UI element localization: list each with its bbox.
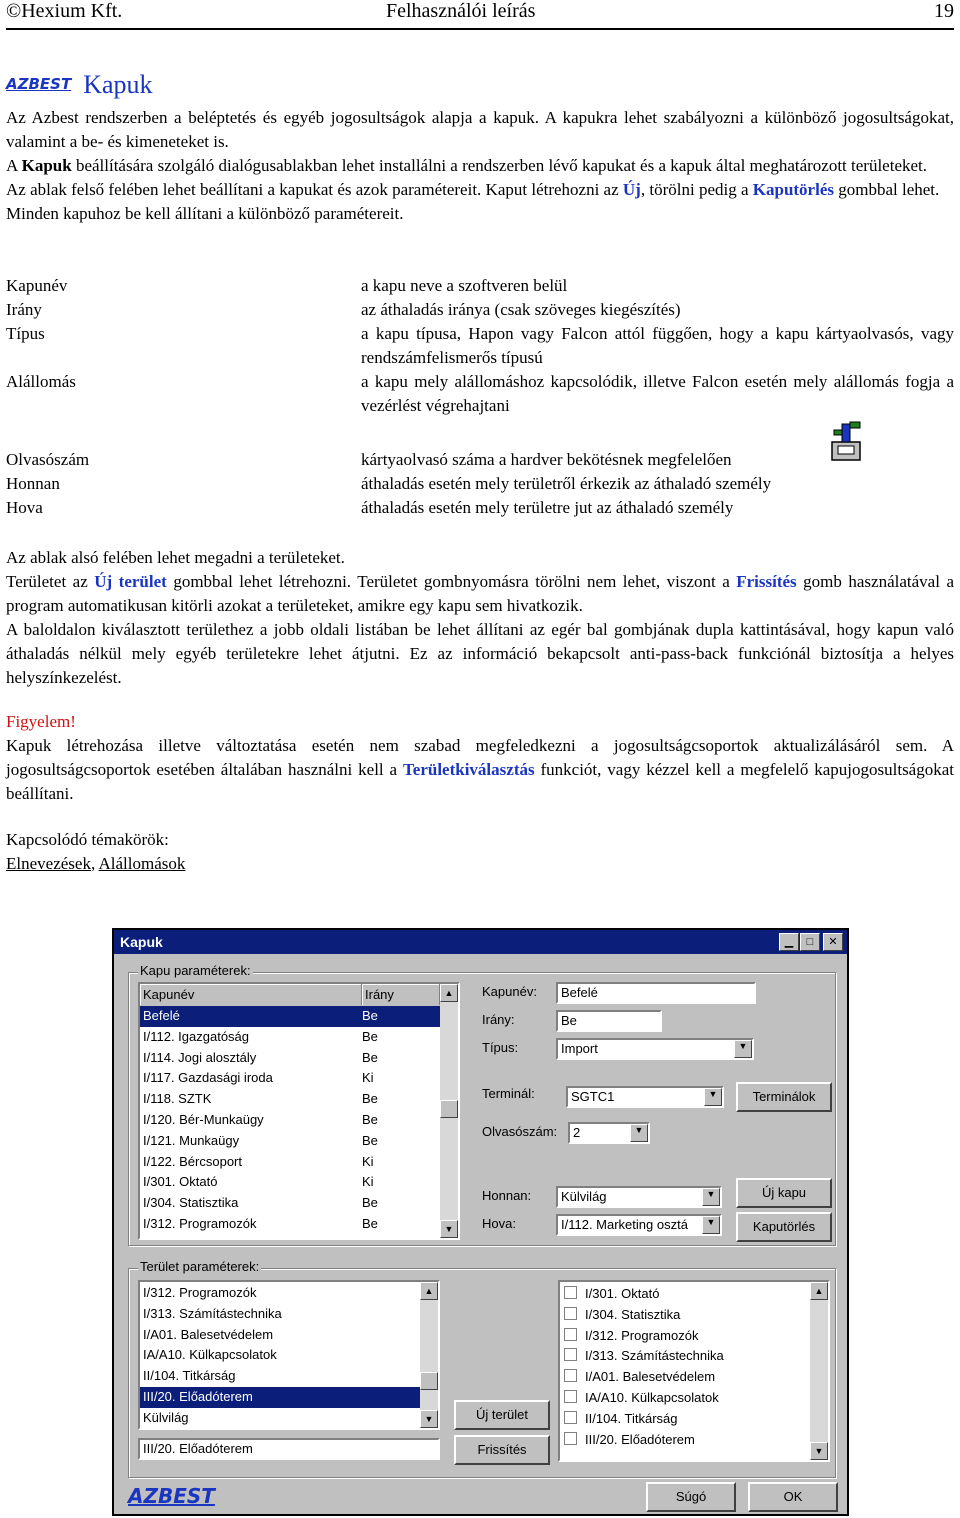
intro-paragraph-4: Minden kapuhoz be kell állítani a különböző paramétereit.: [6, 204, 404, 223]
gate-list-scrollbar[interactable]: [440, 984, 458, 1238]
scroll-down-icon[interactable]: ▼: [810, 1442, 828, 1460]
header-company: ©Hexium Kft.: [6, 0, 123, 22]
reachable-rows: [564, 1284, 810, 1450]
lower-paragraph-2: Területet az Új terület gombbal lehet létrehozni. Területet gombnyomásra törölni nem lehet, viszont a Frissítés gomb használatával a program automatikusan kitörli azokat a területeket, amikre egy kapu sem hivatkozik.: [6, 572, 954, 615]
table-row[interactable]: I/121. Munkaügy Be: [143, 1132, 378, 1148]
table-row[interactable]: I/114. Jogi alosztály Be: [143, 1049, 378, 1065]
table-row[interactable]: I/304. Statisztika Be: [143, 1195, 378, 1211]
link-uj[interactable]: Új: [622, 180, 641, 199]
label-from: Honnan:: [482, 1188, 532, 1203]
list-item[interactable]: II/104. Titkárság: [564, 1409, 810, 1430]
checkbox[interactable]: [564, 1328, 577, 1341]
definition-row: Kapunév a kapu neve a szoftveren belül: [6, 276, 568, 295]
list-item[interactable]: III/20. Előadóterem: [564, 1430, 810, 1451]
list-item[interactable]: I/A01. Balesetvédelem: [143, 1326, 274, 1342]
dialog-titlebar: [114, 930, 847, 954]
scroll-up-icon[interactable]: ▲: [420, 1282, 438, 1300]
table-row[interactable]: I/312. Programozók Be: [143, 1215, 378, 1231]
list-item[interactable]: IA/A10. Külkapcsolatok: [564, 1388, 810, 1409]
definition-row: Hova áthaladás esetén mely területre jut az áthaladó személy: [6, 498, 734, 517]
warning-title: Figyelem!: [6, 712, 76, 731]
scroll-up-icon[interactable]: ▲: [810, 1282, 828, 1300]
area-name-field[interactable]: III/20. Előadóterem: [138, 1438, 440, 1460]
new-gate-button[interactable]: Új kapu: [736, 1178, 832, 1208]
list-item[interactable]: II/104. Titkárság: [143, 1368, 236, 1384]
definition-row: Olvasószám kártyaolvasó száma a hardver bekötésnek megfelelően: [6, 450, 732, 469]
list-item[interactable]: I/A01. Balesetvédelem: [564, 1367, 810, 1388]
definition-row: Típus a kapu típusa, Hapon vagy Falcon attól függően, hogy a kapu kártyaolvasós, vagy rendszámfelismerős típusú: [6, 324, 954, 367]
gate-list[interactable]: [138, 982, 460, 1240]
intro-paragraph-1: Az Azbest rendszerben a beléptetés és egyéb jogosultságok alapja a kapuk. A kapukra lehet szabályozni a különböző jogosultságokat, valamint a be- és kimeneteket is.: [6, 108, 954, 151]
label-direction: Irány:: [482, 1012, 515, 1027]
list-item[interactable]: III/20. Előadóterem: [140, 1387, 420, 1408]
refresh-button[interactable]: Frissítés: [454, 1435, 550, 1465]
chevron-down-icon[interactable]: ▼: [734, 1040, 752, 1058]
checkbox[interactable]: [564, 1432, 577, 1445]
intro-block: [6, 106, 954, 226]
related-links: Elnevezések, Alállomások: [6, 854, 186, 873]
to-select[interactable]: I/112. Marketing osztá ▼: [556, 1214, 722, 1236]
definition-row: Alállomás a kapu mely alállomáshoz kapcsolódik, illetve Falcon esetén mely alállomás fogja a vezérlést végrehajtani: [6, 372, 954, 415]
scroll-down-icon[interactable]: ▼: [420, 1410, 438, 1428]
terminal-select[interactable]: SGTC1 ▼: [566, 1086, 724, 1108]
page-number: 19: [934, 0, 954, 22]
gate-group-label: Kapu paraméterek:: [140, 963, 251, 978]
table-row[interactable]: I/301. Oktató Ki: [143, 1174, 374, 1190]
lower-block: [6, 546, 954, 876]
definition-row: Irány az áthaladás iránya (csak szöveges kiegészítés): [6, 300, 681, 319]
gate-rows: [140, 1006, 440, 1235]
lower-paragraph-3: A baloldalon kiválasztott területhez a jobb oldali listában be lehet állítani az egér bal gombjának dupla kattintásával, hogy kapun való áthaladás nélkül mely egyéb területekre lehet átjutni. Ez az információ bekapcsolt anti-pass-back funkciónál biztosítja a helyes helyszínkezelést.: [6, 620, 954, 687]
link-kaputorles[interactable]: Kaputörlés: [752, 180, 834, 199]
table-row[interactable]: I/122. Bércsoport Ki: [143, 1153, 374, 1169]
terminals-button[interactable]: Terminálok: [736, 1082, 832, 1112]
new-area-button[interactable]: Új terület: [454, 1400, 550, 1430]
area-group-label: Terület paraméterek:: [140, 1259, 260, 1274]
minimize-icon[interactable]: ▁: [779, 933, 799, 951]
scroll-thumb[interactable]: [420, 1372, 438, 1390]
dialog-title: Kapuk: [120, 934, 163, 950]
lower-paragraph-1: Az ablak alsó felében lehet megadni a területeket.: [6, 548, 345, 567]
page-header: [6, 0, 954, 30]
list-item[interactable]: I/301. Oktató: [564, 1284, 810, 1305]
table-row[interactable]: I/118. SZTK Be: [143, 1091, 378, 1107]
reachable-list-scrollbar[interactable]: [810, 1282, 828, 1460]
checkbox[interactable]: [564, 1390, 577, 1403]
ok-button[interactable]: OK: [748, 1482, 838, 1512]
from-select[interactable]: Külvilág ▼: [556, 1186, 722, 1208]
label-to: Hova:: [482, 1216, 516, 1231]
section-heading: [6, 70, 153, 100]
list-item[interactable]: Külvilág: [143, 1409, 189, 1425]
reader-number-select[interactable]: 2 ▼: [568, 1122, 650, 1144]
checkbox[interactable]: [564, 1307, 577, 1320]
link-teruletkivalasztas[interactable]: Területkiválasztás: [403, 760, 535, 779]
delete-gate-button[interactable]: Kaputörlés: [736, 1212, 832, 1242]
table-row[interactable]: I/112. Igazgatóság Be: [143, 1028, 378, 1044]
azbest-footer-logo: AZBEST: [128, 1484, 215, 1508]
label-type: Típus:: [482, 1040, 519, 1055]
list-item[interactable]: I/312. Programozók: [564, 1326, 810, 1347]
scroll-up-icon[interactable]: ▲: [440, 984, 458, 1002]
related-label: Kapcsolódó témakörök:: [6, 830, 169, 849]
link-alallomasok[interactable]: Alállomások: [98, 854, 186, 873]
area-list[interactable]: [138, 1280, 440, 1430]
checkbox[interactable]: [564, 1411, 577, 1424]
column-header-direction[interactable]: Irány: [362, 984, 440, 1005]
checkbox[interactable]: [564, 1348, 577, 1361]
chevron-down-icon[interactable]: ▼: [704, 1088, 722, 1106]
chevron-down-icon[interactable]: ▼: [702, 1188, 720, 1206]
azbest-logo: AZBEST: [6, 75, 72, 93]
close-icon[interactable]: ✕: [823, 933, 843, 951]
definition-row: Honnan áthaladás esetén mely területről érkezik az áthaladó személy: [6, 474, 772, 493]
label-gate-name: Kapunév:: [482, 984, 537, 999]
list-item[interactable]: I/304. Statisztika: [564, 1305, 810, 1326]
link-uj-terulet[interactable]: Új terület: [94, 572, 167, 591]
terminal-icon: [830, 420, 864, 462]
kapuk-dialog: [112, 928, 849, 1516]
intro-paragraph-2: A Kapuk beállítására szolgáló dialógusablakban lehet installálni a rendszerben lévő kapukat és a kapuk által meghatározott területeket.: [6, 156, 928, 175]
column-header-name[interactable]: Kapunév: [140, 984, 362, 1005]
type-select[interactable]: Import ▼: [556, 1038, 754, 1060]
chevron-down-icon[interactable]: ▼: [702, 1216, 720, 1234]
table-row[interactable]: I/117. Gazdasági iroda Ki: [143, 1070, 374, 1086]
help-button[interactable]: Súgó: [646, 1482, 736, 1512]
definition-list: [6, 274, 954, 520]
link-elnevezesek[interactable]: Elnevezések: [6, 854, 91, 873]
link-frissites[interactable]: Frissítés: [736, 572, 797, 591]
scroll-down-icon[interactable]: ▼: [440, 1220, 458, 1238]
gate-name-field[interactable]: Befelé: [556, 982, 756, 1004]
checkbox[interactable]: [564, 1369, 577, 1382]
intro-paragraph-3: Az ablak felső felében lehet beállítani a kapukat és azok paramétereit. Kaput létrehozni az Új, törölni pedig a Kaputörlés gombbal lehet.: [6, 180, 940, 199]
table-row[interactable]: I/120. Bér-Munkaügy Be: [143, 1111, 378, 1127]
label-reader-number: Olvasószám:: [482, 1124, 558, 1139]
warning-paragraph: Kapuk létrehozása illetve változtatása esetén nem szabad megfeledkezni a jogosultságcsoportok aktualizálásáról sem. A jogosultságcsoportok esetében általában használni kell a Területkiválasztás funkciót, vagy kézzel kell a megfelelő kapujogosultságokat beállítani.: [6, 736, 954, 803]
table-row[interactable]: Befelé Be: [140, 1006, 440, 1027]
scroll-thumb[interactable]: [440, 1100, 458, 1118]
reachable-area-list[interactable]: [558, 1280, 830, 1462]
list-item[interactable]: I/312. Programozók: [143, 1285, 257, 1300]
area-rows: [140, 1283, 420, 1429]
list-item[interactable]: I/313. Számítástechnika: [143, 1305, 282, 1321]
area-list-scrollbar[interactable]: [420, 1282, 438, 1428]
maximize-icon[interactable]: □: [800, 933, 820, 951]
section-title: Kapuk: [83, 70, 153, 99]
chevron-down-icon[interactable]: ▼: [630, 1124, 648, 1142]
list-item[interactable]: IA/A10. Külkapcsolatok: [143, 1347, 277, 1363]
list-item[interactable]: I/313. Számítástechnika: [564, 1346, 810, 1367]
gate-list-header: [140, 984, 458, 1007]
direction-field[interactable]: Be: [556, 1010, 662, 1032]
label-terminal: Terminál:: [482, 1086, 535, 1101]
header-title: Felhasználói leírás: [386, 0, 536, 22]
checkbox[interactable]: [564, 1286, 577, 1299]
